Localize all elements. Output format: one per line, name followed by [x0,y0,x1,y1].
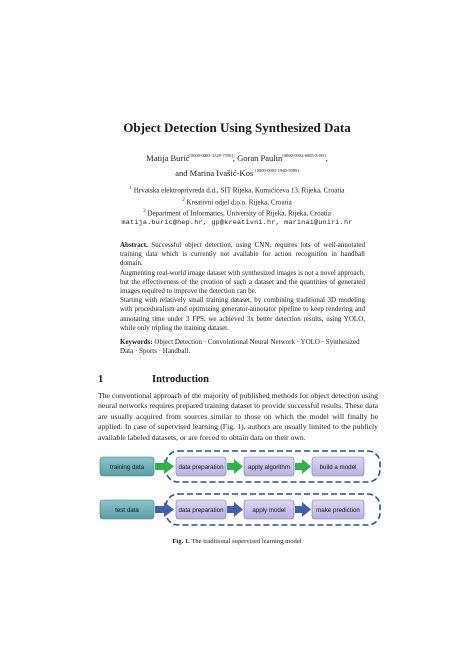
supervised-learning-diagram [96,450,382,528]
authors-line-1 [0,153,474,163]
abstract-p1: Successful object detection, using CNN, requires lots of well-annotated training data which is currently not available for action recognition in handball domain. [120,241,365,268]
keywords-label: Keywords: [120,338,153,346]
keywords-text: Object Detection · Convolutional Neural Network · YOLO · Synthesized Data · Sports · Handball. [120,338,360,356]
keywords [120,338,365,356]
box-apply-model-label: apply model [252,507,286,514]
box-training-data-label: training data [109,464,145,471]
arrow-blue-2 [227,502,243,517]
arrow-green-2 [227,459,243,474]
emails: matija.buric@hep.hr, gp@kreativni.hr, marinai@uniri.hr [121,218,353,227]
author-separator-2: , [325,153,328,163]
affiliations [0,184,474,228]
box-build-model-label: build a model [319,464,357,471]
box-test-data-label: test data [115,507,139,514]
author-3: and Marina Ivašić-Kos [175,168,256,178]
figure-caption [0,538,474,545]
abstract-p2: Augmenting real-world image dataset with synthesized images is not a novel approach, but the effectiveness of the creation of such a dataset and the quantities of generated images required to improve the detection can be. [120,268,365,296]
section-body: The conventional approach of the majority of published methods for object detection using neural networks requires prepared training dataset to provide successful results. These data are usually acquired from sources similar to those on which the model will finally be applied. In case of supervised learning (Fig. 1), authors are usually limited to the publicly available labeled datasets, or are forced to obtain data on their own. [98,391,378,442]
section-number: 1 [98,374,104,385]
authors-line-2 [0,168,474,178]
section-heading [98,374,209,385]
affiliation-2: $^2$ Kreativni odjel d.o.o. Rijeka, Croatia [182,197,292,207]
arrow-green-3 [295,459,311,474]
abstract [120,241,365,333]
author-2-orcid: [0000-0002-6685-5393] [282,153,326,159]
arrow-green-1 [155,459,174,474]
box-data-preparation-1-label: data preparation [178,464,224,471]
box-make-prediction-label: make prediction [316,507,360,514]
box-apply-algorithm-label: apply algorithm [248,464,290,471]
affiliation-3: $^3$ Department of Informatics, University of Rijeka, Rijeka, Croatia [143,209,331,218]
author-1: Matija Burić [146,153,190,163]
paper-title: Object Detection Using Synthesized Data [123,120,351,135]
abstract-label: Abstract. [120,241,148,249]
arrow-blue-1 [155,502,174,517]
box-data-preparation-2-label: data preparation [178,507,224,514]
author-separator: , Goran Paulin [232,153,283,163]
figure-caption-label: Fig. 1. [172,538,190,545]
author-1-orcid: [0000-0003-3528-7550] [189,153,233,159]
affiliation-1: $^1$ Hrvatska elektroprivreda d.d., SIT Rijeka, Kumičićeva 13, Rijeka, Croatia [129,186,345,195]
section-title: Introduction [152,374,209,385]
abstract-p3: Starting with relatively small training dataset, by combining traditional 3D modeling with proceduralism and optimizing generator-annotator pipeline to keep rendering and annotating time under 3 FPS, we achieved 3x better detection results, using YOLO, while only tripling the training dataset. [120,296,365,332]
author-3-orcid: [0000-0003-1940-5089] [255,168,299,174]
arrow-blue-3 [295,502,311,517]
figure-caption-text: The traditional supervised learning model [189,538,302,545]
